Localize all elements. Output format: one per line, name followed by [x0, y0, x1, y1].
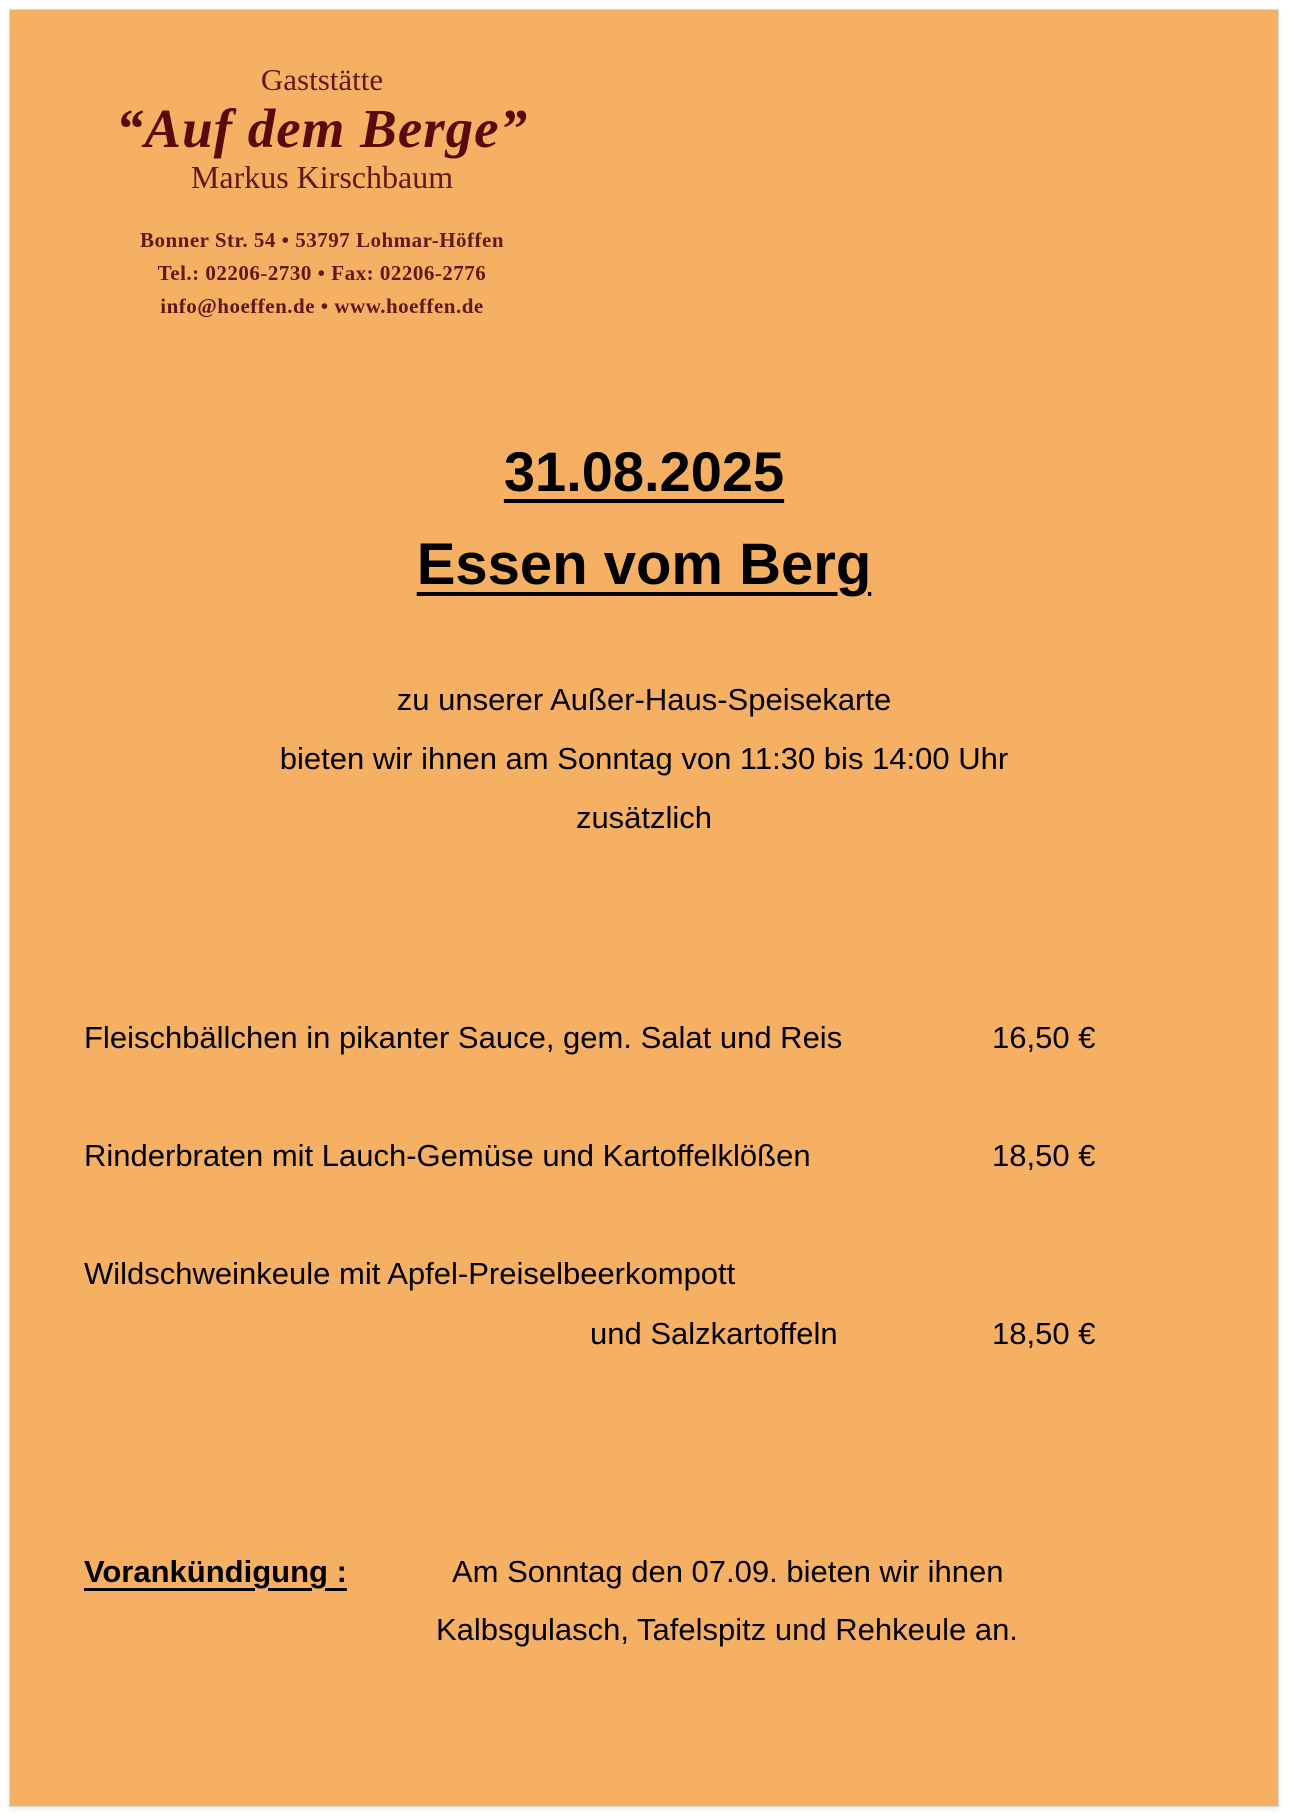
announcement-line-1: Am Sonntag den 07.09. bieten wir ihnen — [452, 1554, 1004, 1589]
menu-title: Essen vom Berg — [416, 532, 872, 597]
announcement-line-2: Kalbsgulasch, Tafelspitz und Rehkeule an. — [436, 1612, 1018, 1647]
owner-name: Markus Kirschbaum — [190, 159, 454, 195]
price-3: 18,50 € — [992, 1316, 1096, 1351]
letterhead-kind: Gaststätte — [260, 62, 384, 97]
menu-date: 31.08.2025 — [503, 440, 785, 503]
menu-page — [10, 10, 1278, 1806]
intro-text — [10, 670, 1278, 847]
dish-3-continued: und Salzkartoffeln — [590, 1316, 838, 1351]
dish-2: Rinderbraten mit Lauch-Gemüse und Kartoffelklößen — [84, 1138, 811, 1173]
intro-line: bieten wir ihnen am Sonntag von 11:30 bis 14:00 Uhr — [279, 741, 1009, 776]
phone-fax-line: Tel.: 02206-2730 • Fax: 02206-2776 — [157, 261, 487, 285]
letterhead-logo — [82, 62, 562, 323]
email-web-line: info@hoeffen.de • www.hoeffen.de — [160, 294, 484, 318]
announcement-label: Vorankündigung : — [84, 1554, 347, 1589]
restaurant-name: “Auf dem Berge” — [115, 98, 529, 159]
intro-line: zu unserer Außer-Haus-Speisekarte — [396, 682, 892, 717]
dish-3: Wildschweinkeule mit Apfel-Preiselbeerkompott — [84, 1256, 736, 1291]
price-1: 16,50 € — [992, 1020, 1096, 1055]
address-line: Bonner Str. 54 • 53797 Lohmar-Höffen — [139, 228, 505, 252]
price-2: 18,50 € — [992, 1138, 1096, 1173]
dish-1: Fleischbällchen in pikanter Sauce, gem. Salat und Reis — [84, 1020, 843, 1055]
contact-block — [82, 224, 562, 323]
intro-line: zusätzlich — [575, 800, 713, 835]
